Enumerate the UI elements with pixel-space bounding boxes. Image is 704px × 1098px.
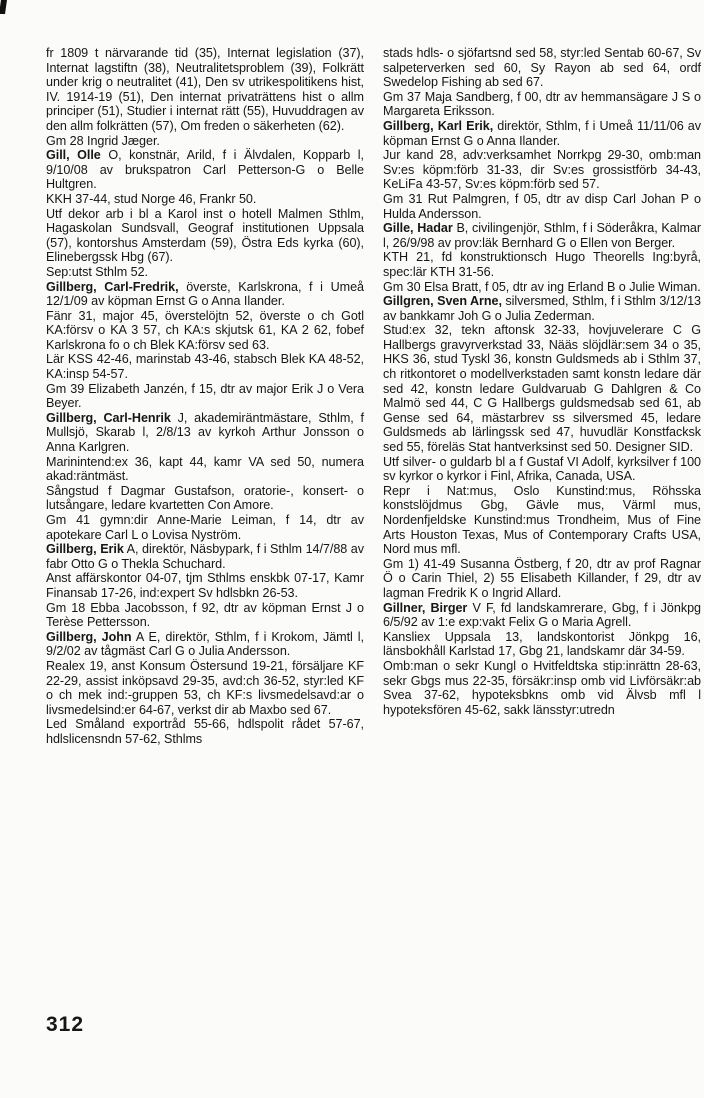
entry-text: Gm 18 Ebba Jacobsson, f 92, dtr av köpman Ernst J o Terèse Pettersson. bbox=[46, 600, 364, 630]
biography-entry bbox=[46, 455, 364, 484]
biography-entry bbox=[46, 134, 364, 149]
entry-text: Sep:utst Sthlm 52. bbox=[46, 264, 149, 279]
biography-entry bbox=[383, 601, 701, 630]
entry-text: Utf dekor arb i bl a Karol inst o hotell Malmen Sthlm, Hagaskolan Sundsvall, Geograf institutionen Uppsala (57), kontorshus Amsterdam (59), Östra Eds kyrka (60), Elinebergssk Hbg (67). bbox=[46, 206, 364, 265]
biography-entry bbox=[383, 90, 701, 119]
biography-entry bbox=[46, 46, 364, 134]
biography-entry bbox=[383, 659, 701, 717]
entry-text: Sångstud f Dagmar Gustafson, oratorie-, konsert- o lutsångare, ledare kvartetten Con Amore. bbox=[46, 483, 364, 513]
entry-text: Gm 28 Ingrid Jæger. bbox=[46, 133, 160, 148]
entry-text: silversmed, Sthlm, f i Sthlm 3/12/13 av bankkamr Joh G o Julia Zederman. bbox=[383, 294, 701, 323]
biography-entry bbox=[383, 557, 701, 601]
biography-entry bbox=[46, 571, 364, 600]
entry-text: Jur kand 28, adv:verksamhet Norrkpg 29-30, omb:man Sv:es köpm:förb 31-33, dir Sv:es grossistförb 34-43, KeLiFa 43-57, Sv:es köpm:förb sed 57. bbox=[383, 148, 701, 192]
biography-entry bbox=[46, 265, 364, 280]
entry-text: J, akademiräntmästare, Sthlm, f Mullsjö, Skarab l, 2/8/13 av kyrkoh Arthur Jonsson o Anna Karlgren. bbox=[46, 410, 365, 455]
entry-text: Gm 39 Elizabeth Janzén, f 15, dtr av major Erik J o Vera Beyer. bbox=[46, 381, 364, 411]
biography-entry bbox=[46, 207, 364, 265]
entry-text: Gm 37 Maja Sandberg, f 00, dtr av hemmansägare J S o Margareta Eriksson. bbox=[383, 89, 701, 119]
entry-text: Anst affärskontor 04-07, tjm Sthlms enskbk 07-17, Kamr Finansab 17-26, ind:expert Sv hdlsbkn 26-53. bbox=[46, 571, 364, 600]
biography-entry bbox=[46, 659, 364, 717]
biography-entry bbox=[383, 455, 701, 484]
biography-entry bbox=[383, 323, 701, 454]
entry-text: V F, fd landskamrerare, Gbg, f i Jönkpg 6/5/92 av 1:e exp:vakt Felix G o Maria Agrell. bbox=[383, 600, 701, 630]
biography-entry bbox=[46, 352, 364, 381]
biography-entry bbox=[46, 717, 364, 746]
biography-entry bbox=[46, 192, 364, 207]
entry-text: Marinintend:ex 36, kapt 44, kamr VA sed 50, numera akad:räntmäst. bbox=[46, 454, 364, 484]
biography-entry bbox=[383, 221, 701, 250]
entry-text: Kansliex Uppsala 13, landskontorist Jönkpg 16, länsbokhåll Karlstad 17, Gbg 21, landskamr där 34-59. bbox=[383, 629, 701, 659]
entry-text: A E, direktör, Sthlm, f i Krokom, Jämtl l, 9/2/02 av tågmäst Carl G o Julia Andersson. bbox=[46, 629, 365, 659]
page-corner-mark bbox=[0, 0, 7, 14]
entry-text: överste, Karlskrona, f i Umeå 12/1/09 av köpman Ernst G o Anna Ilander. bbox=[46, 279, 364, 309]
biography-entry bbox=[383, 46, 701, 90]
entry-text: Fänr 31, major 45, överstelöjtn 52, överste o ch Gotl KA:försv o KA 3 57, ch KA:s skjutsk 61, KA 2 62, fobef Karlskrona fo o ch Blek KA:försv sed 63. bbox=[46, 308, 364, 352]
entry-text: direktör, Sthlm, f i Umeå 11/11/06 av köpman Ernst G o Anna Ilander. bbox=[383, 118, 701, 148]
biography-entry bbox=[383, 192, 701, 221]
entry-text: stads hdls- o sjöfartsnd sed 58, styr:led Sentab 60-67, Sv salpeterverken sed 60, Sy Rayon ab sed 64, ordf Swedelop Fishing ab sed 67. bbox=[383, 46, 701, 90]
biography-entry bbox=[383, 119, 701, 148]
biography-entry bbox=[383, 630, 701, 659]
entry-text: Gm 41 gymn:dir Anne-Marie Leiman, f 14, dtr av apotekare Carl L o Lovisa Nyström. bbox=[46, 513, 364, 542]
right-column bbox=[383, 46, 701, 717]
biography-entry bbox=[46, 542, 364, 571]
entry-text: B, civilingenjör, Sthlm, f i Söderåkra, Kalmar l, 26/9/98 av prov:läk Bernhard G o Ellen von Berger. bbox=[383, 221, 701, 250]
biography-entry bbox=[46, 601, 364, 630]
biography-entry bbox=[46, 411, 364, 455]
biography-entry bbox=[46, 513, 364, 542]
entry-name: Gill, Olle bbox=[46, 148, 101, 163]
entry-text: Stud:ex 32, tekn aftonsk 32-33, hovjuvelerare C G Hallbergs gravyrverkstad 33, Nääs slöjdlär:sem 34 o 35, HKS 36, stud Tyskl 36, konstn Guldsmeds ab i Sthlm 37, ch ritkontoret o modellverkstaden samt konstn ledare där sed 42, konstn ledare Guldvaruab G Dahlgren & Co Malmö sed 44, C G Hallbergs guldsmedsab sed 61, ab Gense sed 64, mästarbrev ss silversmed 45, ledare Guldsmeds ab lärlingssk sed 47, huvudlär Konstfacksk sed 55, föreläs Stat hantverksinst sed 50. Designer SID. bbox=[383, 323, 701, 455]
entry-text: Lär KSS 42-46, marinstab 43-46, stabsch Blek KA 48-52, KA:insp 54-57. bbox=[46, 352, 364, 382]
biography-entry bbox=[46, 309, 364, 353]
entry-text: O, konstnär, Arild, f i Älvdalen, Kopparb l, 9/10/08 av brukspatron Carl Petterson-G o Belle Hultgren. bbox=[46, 148, 365, 192]
left-column bbox=[46, 46, 364, 747]
entry-name: Gillberg, John bbox=[46, 629, 132, 644]
entry-text: Gm 1) 41-49 Susanna Östberg, f 20, dtr av prof Ragnar Ö o Carin Thiel, 2) 55 Elisabeth Killander, f 29, dtr av lagman Fredrik K o Ingrid Allard. bbox=[383, 556, 701, 600]
biography-entry bbox=[46, 382, 364, 411]
entry-name: Gillberg, Carl-Henrik bbox=[46, 410, 171, 425]
entry-name: Gille, Hadar bbox=[383, 221, 453, 236]
entry-text: KTH 21, fd konstruktionsch Hugo Theorells Ing:byrå, spec:lär KTH 31-56. bbox=[383, 250, 701, 279]
entry-text: Led Småland exportråd 55-66, hdlspolit rådet 57-67, hdlslicensndn 57-62, Sthlms bbox=[46, 717, 364, 746]
biography-entry bbox=[383, 250, 701, 279]
entry-name: Gillberg, Carl-Fredrik, bbox=[46, 279, 179, 294]
entry-text: A, direktör, Näsbypark, f i Sthlm 14/7/88 av fabr Otto G o Thekla Schuchard. bbox=[46, 542, 365, 571]
entry-text: fr 1809 t närvarande tid (35), Internat legislation (37), Internat lagstiftn (38), Neutralitetsproblem (39), Folkrätt under krig o neutralitet (41), Den sv utrikespolitikens hist, IV. 1914-19 (51), Den internat privaträttens hist o allm principer (51), Studier i internat rätt (55), Huvuddragen av den allm folkrätten (57), Om freden o säkerheten (62). bbox=[46, 46, 364, 133]
biography-entry bbox=[46, 630, 364, 659]
biography-entry bbox=[383, 148, 701, 192]
biography-entry bbox=[383, 280, 701, 295]
entry-name: Gillberg, Karl Erik, bbox=[383, 118, 494, 133]
biography-entry bbox=[383, 484, 701, 557]
entry-text: Gm 30 Elsa Bratt, f 05, dtr av ing Erland B o Julie Wiman. bbox=[383, 279, 701, 294]
entry-text: KKH 37-44, stud Norge 46, Frankr 50. bbox=[46, 191, 257, 206]
biography-entry bbox=[46, 148, 364, 192]
page-number: 312 bbox=[46, 1013, 85, 1036]
entry-name: Gillner, Birger bbox=[383, 600, 468, 615]
entry-text: Utf silver- o guldarb bl a f Gustaf VI Adolf, kyrksilver f 100 sv kyrkor o kyrkor i Finl, Afrika, Canada, USA. bbox=[383, 454, 701, 484]
entry-name: Gillgren, Sven Arne, bbox=[383, 294, 502, 309]
entry-text: Realex 19, anst Konsum Östersund 19-21, försäljare KF 22-29, assist inköpsavd 29-35, avd:ch 36-52, styr:led KF o ch mek ind:-gruppen 53, ch KF:s livsmedelsavd:ar o livsmedelsind:er 64-67, verkst dir ab Maxbo sed 67. bbox=[46, 658, 364, 717]
entry-text: Repr i Nat:mus, Oslo Kunstind:mus, Röhsska konstslöjdmus Gbg, Gävle mus, Värml mus, Nordenfjeldske Kunstind:mus Trondheim, Mus of Fine Arts Houston Texas, Mus of Contemporary Crafts USA, Nord mus mfl. bbox=[383, 483, 701, 557]
biography-entry bbox=[46, 280, 364, 309]
entry-text: Gm 31 Rut Palmgren, f 05, dtr av disp Carl Johan P o Hulda Andersson. bbox=[383, 191, 701, 221]
biography-entry bbox=[383, 294, 701, 323]
entry-name: Gillberg, Erik bbox=[46, 542, 124, 557]
entry-text: Omb:man o sekr Kungl o Hvitfeldtska stip:inrättn 28-63, sekr Gbgs mus 22-35, försäkr:insp omb vid Livförsäkr:ab Svea 37-62, hypoteksbkns omb vid Älvsb mfl l hypoteksfören 45-62, sakk länsstyr:utredn bbox=[383, 658, 701, 717]
biography-entry bbox=[46, 484, 364, 513]
